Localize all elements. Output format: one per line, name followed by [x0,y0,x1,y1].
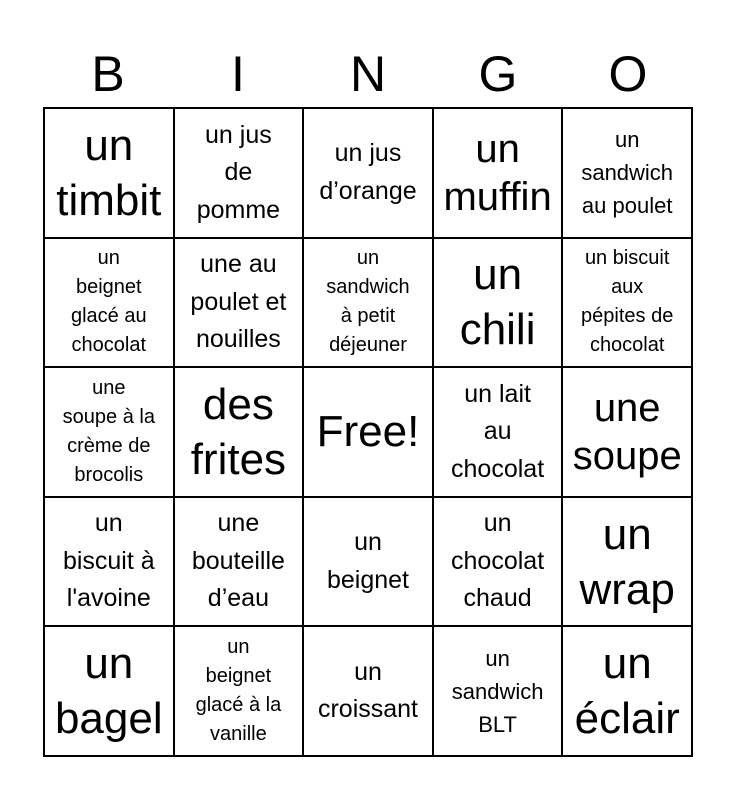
bingo-cell[interactable] [433,626,563,756]
header-letter-n: N [349,46,387,102]
header-letter-i: I [231,46,245,102]
bingo-cell[interactable] [174,497,304,627]
cell-text: un jus d’orange [319,139,417,205]
bingo-cell[interactable] [174,626,304,756]
bingo-cell[interactable] [174,108,304,238]
cell-text: un sandwich au poulet [581,127,674,219]
bingo-cell[interactable] [44,626,174,756]
bingo-cell[interactable] [562,238,692,368]
cell-text: un sandwich BLT [451,645,544,737]
bingo-cell[interactable] [44,238,174,368]
cell-text: un jus de pomme [196,120,281,224]
free-cell[interactable] [303,367,433,497]
bingo-cell[interactable] [433,108,563,238]
cell-text: un chocolat chaud [451,509,545,613]
bingo-cell[interactable] [303,497,433,627]
bingo-cell[interactable] [433,497,563,627]
header-letter-o: O [608,46,648,102]
cell-text: un croissant [317,657,419,724]
bingo-board [43,107,693,757]
cell-text: une soupe à la crème de brocolis [62,376,155,486]
bingo-cell[interactable] [433,238,563,368]
bingo-cell[interactable] [562,626,692,756]
cell-text: des frites [190,379,287,484]
bingo-cell[interactable] [303,626,433,756]
bingo-cell[interactable] [44,497,174,627]
cell-text: un biscuit à l'avoine [62,509,155,613]
cell-text: un timbit [56,120,162,225]
bingo-cell[interactable] [303,238,433,368]
cell-text: un beignet glacé au chocolat [70,247,147,357]
cell-text: un lait au chocolat [451,379,545,483]
cell-text: une soupe [572,385,682,478]
bingo-cell[interactable] [174,238,304,368]
free-cell-text: Free! [316,407,420,457]
cell-text: un muffin [443,126,552,219]
cell-text: un éclair [574,639,680,744]
cell-text: une bouteille d’eau [191,509,285,613]
cell-text: une au poulet et nouilles [190,250,287,354]
bingo-cell[interactable] [433,367,563,497]
bingo-cell[interactable] [303,108,433,238]
bingo-cell[interactable] [562,108,692,238]
bingo-cell[interactable] [562,497,692,627]
bingo-cell[interactable] [44,108,174,238]
cell-text: un sandwich à petit déjeuner [326,247,410,357]
cell-text: un beignet [326,528,409,594]
header-letter-g: G [478,46,518,102]
cell-text: un wrap [579,509,675,614]
cell-text: un beignet glacé à la vanille [195,636,282,746]
bingo-cell[interactable] [174,367,304,497]
cell-text: un bagel [54,639,163,744]
cell-text: un chili [459,250,536,355]
bingo-cell[interactable] [562,367,692,497]
bingo-cell[interactable] [44,367,174,497]
header-letter-b: B [91,46,125,102]
bingo-header [43,40,693,108]
cell-text: un biscuit aux pépites de chocolat [581,247,674,357]
